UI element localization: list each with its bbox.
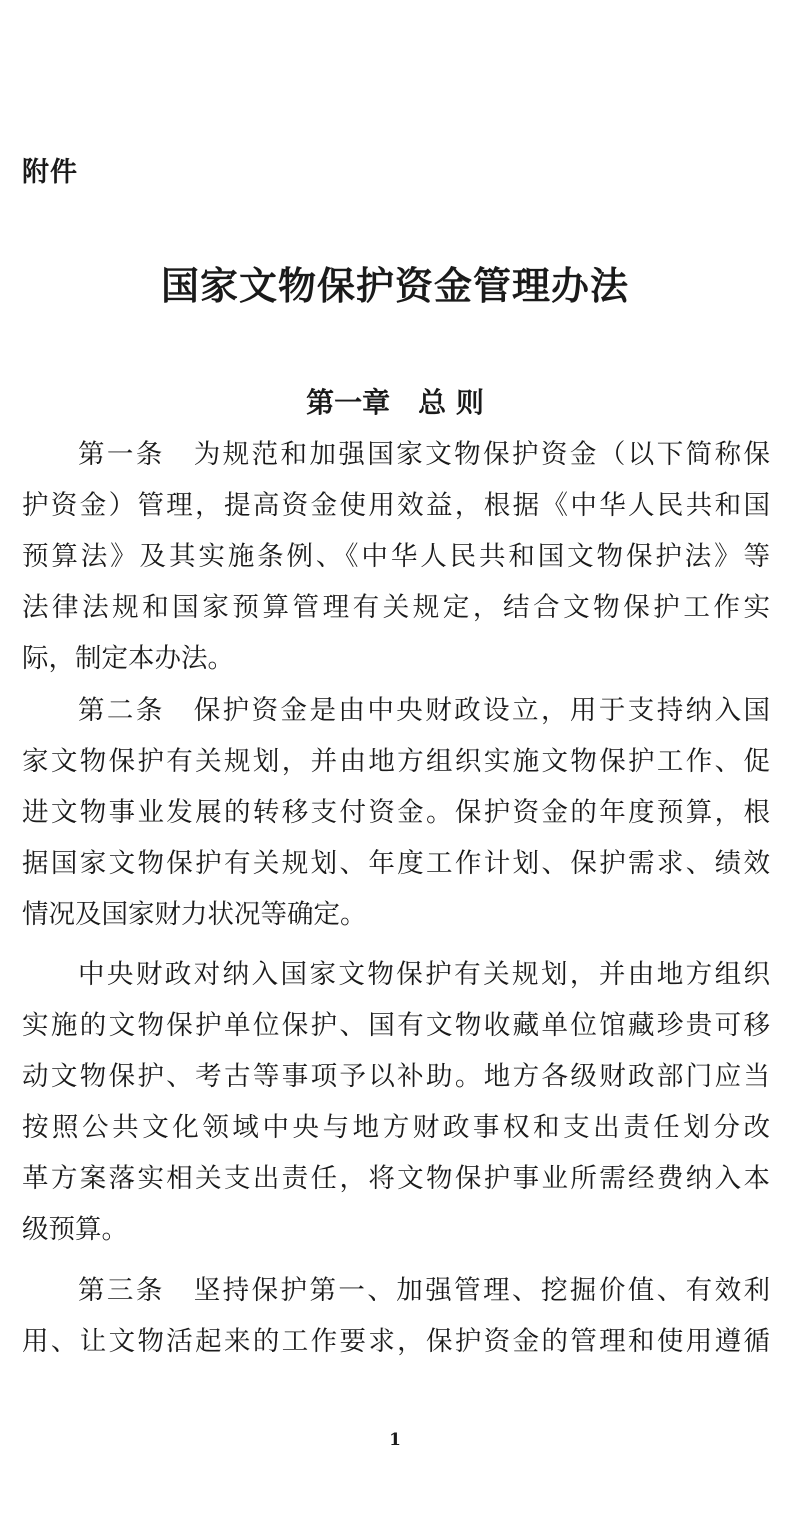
document-title: 国家文物保护资金管理办法 (160, 263, 629, 308)
text-line: 家文物保护有关规划，并由地方组织实施文物保护工作、促 (22, 746, 770, 777)
text-line: 第三条 坚持保护第一、加强管理、挖掘价值、有效利 (78, 1275, 770, 1306)
text-line: 预算法》及其实施条例、《中华人民共和国文物保护法》等 (22, 541, 770, 572)
text-line: 际，制定本办法。 (22, 643, 234, 674)
text-line: 法律法规和国家预算管理有关规定，结合文物保护工作实 (22, 592, 770, 623)
text-line: 第一条 为规范和加强国家文物保护资金（以下简称保 (78, 439, 770, 470)
text-line: 护资金）管理，提高资金使用效益，根据《中华人民共和国 (22, 490, 770, 521)
chapter-heading (0, 381, 790, 421)
text-line: 级预算。 (22, 1214, 128, 1245)
attachment-label: 附件 (22, 157, 78, 188)
text-line: 进文物事业发展的转移支付资金。保护资金的年度预算，根 (22, 797, 770, 828)
text-line: 中央财政对纳入国家文物保护有关规划，并由地方组织 (78, 959, 770, 990)
text-line: 情况及国家财力状况等确定。 (22, 899, 367, 930)
text-line: 革方案落实相关支出责任，将文物保护事业所需经费纳入本 (22, 1163, 770, 1194)
text-line: 第二条 保护资金是由中央财政设立，用于支持纳入国 (78, 695, 770, 726)
text-line: 据国家文物保护有关规划、年度工作计划、保护需求、绩效 (22, 848, 770, 879)
chapter-label: 第一章 (306, 386, 391, 419)
chapter-name: 总 则 (418, 386, 484, 419)
text-line: 按照公共文化领域中央与地方财政事权和支出责任划分改 (22, 1112, 770, 1143)
page-number: 1 (389, 1430, 401, 1450)
text-line: 用、让文物活起来的工作要求，保护资金的管理和使用遵循 (22, 1326, 770, 1357)
text-line: 动文物保护、考古等事项予以补助。地方各级财政部门应当 (22, 1061, 770, 1092)
text-line: 实施的文物保护单位保护、国有文物收藏单位馆藏珍贵可移 (22, 1010, 770, 1041)
